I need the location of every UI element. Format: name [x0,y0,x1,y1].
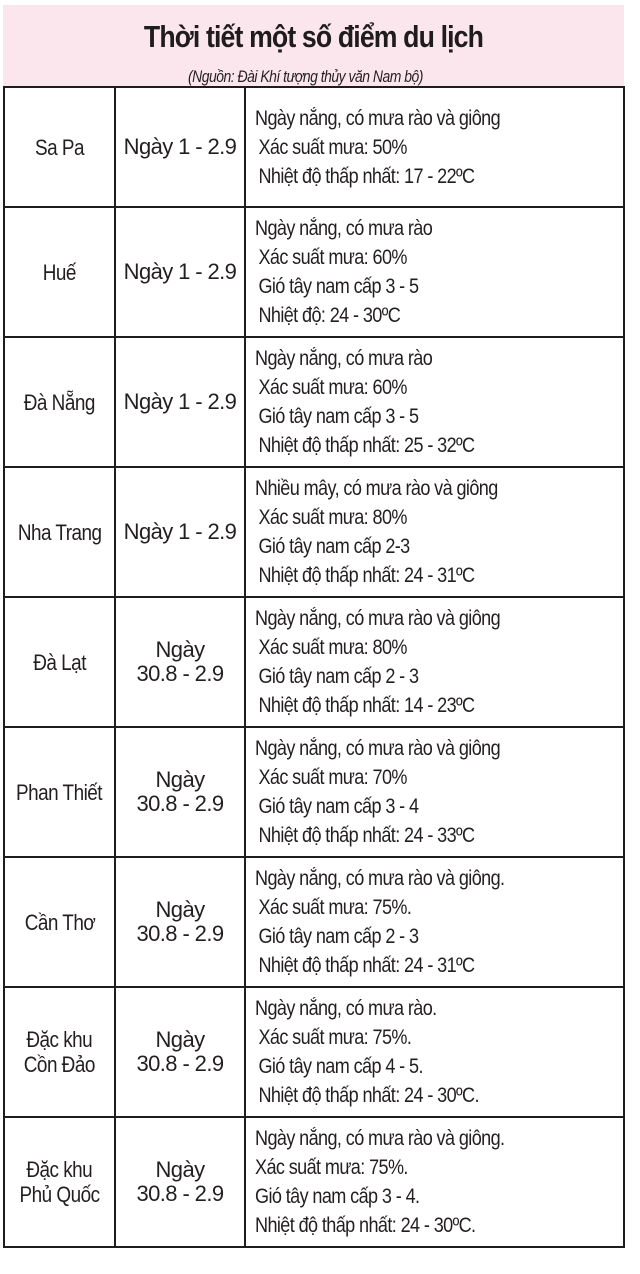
forecast-summary: Ngày nắng, có mưa rào. [255,997,437,1020]
forecast-detail: Xác suất mưa: 75%. [258,896,412,919]
place-name: Cần Thơ [24,909,95,935]
date-range: Ngày 1 - 2.9 [123,134,237,159]
date-range: 30.8 - 2.9 [136,791,224,816]
page-title: Thời tiết một số điểm du lịch [143,19,484,54]
date-range-cell [115,727,245,857]
forecast-summary: Nhiều mây, có mưa rào và giông [255,477,498,500]
place-name: Cồn Đảo [23,1052,96,1077]
forecast-cell [245,207,624,337]
forecast-cell [245,857,624,987]
forecast-cell [245,337,624,467]
date-range: 30.8 - 2.9 [136,921,224,946]
forecast-detail: Gió tây nam cấp 2 - 3 [258,665,419,688]
forecast-detail: Xác suất mưa: 75%. [255,1156,408,1179]
place-name: Phan Thiết [16,779,103,805]
forecast-detail: Nhiệt độ: 24 - 30ºC [258,304,401,327]
forecast-cell [245,1117,624,1247]
table-row [4,337,624,467]
table-row [4,727,624,857]
date-range-cell [115,857,245,987]
place-name: Đà Lạt [33,649,86,675]
date-range: Ngày 1 - 2.9 [123,259,237,284]
table-row [4,987,624,1117]
date-range: Ngày 1 - 2.9 [123,519,237,544]
date-range: 30.8 - 2.9 [136,1051,224,1076]
forecast-detail: Xác suất mưa: 80% [258,506,407,529]
forecast-cell [245,87,624,207]
forecast-detail: Xác suất mưa: 80% [258,636,407,659]
forecast-summary: Ngày nắng, có mưa rào [255,347,433,370]
date-range-cell [115,1117,245,1247]
table-row [4,467,624,597]
forecast-detail: Gió tây nam cấp 4 - 5. [258,1055,423,1078]
place-name: Đặc khu [26,1157,93,1182]
forecast-summary: Ngày nắng, có mưa rào và giông [255,607,501,630]
forecast-detail: Nhiệt độ thấp nhất: 24 - 31ºC [258,954,475,977]
forecast-detail: Gió tây nam cấp 3 - 4 [258,795,419,818]
forecast-detail: Xác suất mưa: 50% [258,135,407,159]
weather-table [3,86,625,1248]
forecast-detail: Gió tây nam cấp 2 - 3 [258,925,419,948]
table-row [4,207,624,337]
forecast-cell [245,727,624,857]
date-range: Ngày [155,767,205,792]
date-range: Ngày [155,1157,205,1182]
place-cell [4,987,115,1117]
forecast-summary: Ngày nắng, có mưa rào [255,217,433,240]
date-range: 30.8 - 2.9 [136,1181,224,1206]
date-range: 30.8 - 2.9 [136,661,224,686]
place-name: Đặc khu [26,1027,93,1052]
forecast-detail: Nhiệt độ thấp nhất: 24 - 30ºC. [258,1084,479,1107]
place-name: Nha Trang [17,519,102,545]
forecast-detail: Nhiệt độ thấp nhất: 25 - 32ºC [258,434,475,457]
forecast-detail: Xác suất mưa: 60% [258,246,407,269]
table-row [4,597,624,727]
place-cell [4,207,115,337]
weather-table-body [4,87,624,1247]
place-name: Sa Pa [35,134,84,160]
forecast-detail: Xác suất mưa: 75%. [258,1026,412,1049]
forecast-detail: Nhiệt độ thấp nhất: 14 - 23ºC [258,694,475,717]
place-cell [4,857,115,987]
forecast-detail: Gió tây nam cấp 3 - 5 [258,405,419,428]
place-cell [4,337,115,467]
forecast-cell [245,987,624,1117]
forecast-detail: Nhiệt độ thấp nhất: 24 - 33ºC [258,824,475,847]
forecast-summary: Ngày nắng, có mưa rào và giông. [255,867,505,890]
date-range-cell [115,337,245,467]
date-range-cell [115,987,245,1117]
forecast-detail: Gió tây nam cấp 2-3 [258,535,410,558]
date-range-cell [115,207,245,337]
source-credit: (Nguồn: Đài Khí tượng thủy văn Nam bộ) [188,67,423,86]
date-range: Ngày [155,637,205,662]
place-cell [4,87,115,207]
forecast-detail: Xác suất mưa: 60% [258,376,407,399]
date-range: Ngày [155,897,205,922]
place-name: Đà Nẵng [23,389,96,415]
table-row [4,857,624,987]
place-cell [4,727,115,857]
forecast-cell [245,597,624,727]
forecast-summary: Ngày nắng, có mưa rào và giông. [255,1127,505,1150]
place-name: Phủ Quốc [19,1182,100,1207]
forecast-detail: Gió tây nam cấp 3 - 4. [255,1185,420,1208]
table-row [4,87,624,207]
date-range-cell [115,597,245,727]
forecast-summary: Ngày nắng, có mưa rào và giông [255,106,501,130]
forecast-detail: Nhiệt độ thấp nhất: 24 - 31ºC [258,564,475,587]
forecast-cell [245,467,624,597]
forecast-detail: Gió tây nam cấp 3 - 5 [258,275,419,298]
header-banner [3,5,624,87]
forecast-detail: Nhiệt độ thấp nhất: 17 - 22ºC [258,164,475,188]
place-cell [4,597,115,727]
forecast-summary: Ngày nắng, có mưa rào và giông [255,737,501,760]
date-range-cell [115,467,245,597]
place-cell [4,1117,115,1247]
date-range: Ngày 1 - 2.9 [123,389,237,414]
date-range: Ngày [155,1027,205,1052]
place-name: Huế [42,259,77,285]
table-row [4,1117,624,1247]
place-cell [4,467,115,597]
date-range-cell [115,87,245,207]
forecast-detail: Nhiệt độ thấp nhất: 24 - 30ºC. [255,1214,476,1237]
forecast-detail: Xác suất mưa: 70% [258,766,407,789]
